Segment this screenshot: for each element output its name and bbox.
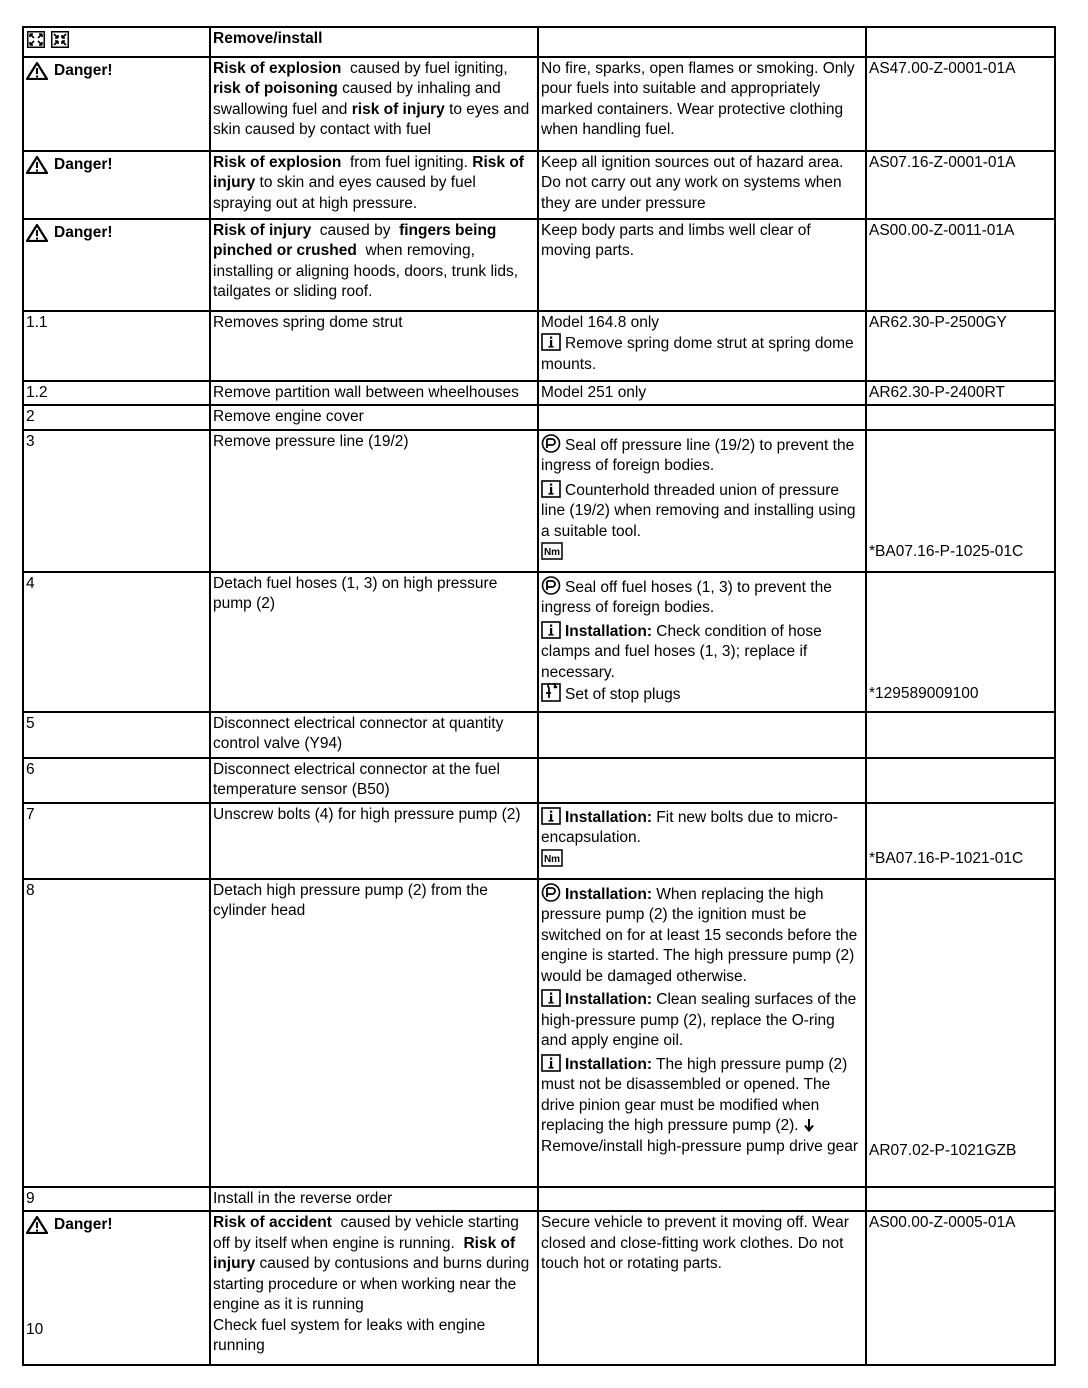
warning-triangle-icon [26, 62, 48, 80]
step-row [23, 1211, 1055, 1365]
bold-text: fingers being pinched or crushed [213, 221, 501, 259]
info-icon [541, 480, 561, 498]
collapse-icon [51, 31, 69, 48]
step-text: Remove engine cover [210, 405, 538, 430]
step-text: Unscrew bolts (4) for high pressure pump (2) [210, 803, 538, 879]
danger-label: Danger! [26, 221, 207, 244]
text: caused by contusions and burns during starting procedure or when working near the engine as it is running [213, 1255, 534, 1313]
step-number: 10 [26, 1320, 44, 1338]
info-icon [541, 1054, 561, 1072]
step-ref-link[interactable]: AR62.30-P-2400RT [866, 381, 1055, 406]
svg-text:Nm: Nm [543, 547, 561, 558]
model-note: Model 251 only [538, 381, 866, 406]
danger-description [210, 57, 538, 151]
danger-row [23, 57, 1055, 151]
text: caused by fuel igniting, [341, 59, 512, 77]
step-row [23, 572, 1055, 712]
danger-action: Secure vehicle to prevent it moving off. Wear closed and close-fitting work clothes. Do not touch hot or rotating parts. [538, 1211, 866, 1365]
header-title: Remove/install [210, 27, 538, 57]
seal-off-icon [541, 883, 561, 902]
danger-action: Keep body parts and limbs well clear of moving parts. [538, 219, 866, 311]
torque-nm-icon[interactable] [541, 849, 563, 867]
step-text: Check fuel system for leaks with engine running [213, 1316, 486, 1354]
info-icon [541, 989, 561, 1007]
step-row [23, 803, 1055, 879]
info-note: Remove spring dome strut at spring dome mounts. [541, 335, 854, 373]
step-notes: Seal off fuel hoses (1, 3) to prevent the ingress of foreign bodies. Installation: Check condition of hose clamps and fuel hoses (1, 3); replace if necessary. Set of stop plugs [538, 572, 866, 712]
step-ref-link[interactable]: *BA07.16-P-1025-01C [866, 430, 1055, 572]
info-icon [541, 621, 561, 639]
step-text: Install in the reverse order [210, 1187, 538, 1212]
step-ref-link[interactable]: AR07.02-P-1021GZB [866, 879, 1055, 1187]
step-text: Disconnect electrical connector at the fuel temperature sensor (B50) [210, 758, 538, 803]
svg-text:Nm: Nm [543, 853, 561, 865]
step-row [23, 311, 1055, 381]
step-text: Disconnect electrical connector at quantity control valve (Y94) [210, 712, 538, 758]
danger-label: Danger! [26, 1213, 207, 1236]
warning-triangle-icon [26, 1216, 48, 1234]
step-ref-link[interactable]: AR62.30-P-2500GY [866, 311, 1055, 381]
header-empty-4 [866, 27, 1055, 57]
danger-row [23, 151, 1055, 219]
header-empty-3 [538, 27, 866, 57]
step-row [23, 758, 1055, 803]
step-number: 4 [23, 572, 210, 712]
step-row [23, 712, 1055, 758]
step-row [23, 381, 1055, 406]
danger-ref-link[interactable]: AS47.00-Z-0001-01A [866, 57, 1055, 151]
step-row [23, 405, 1055, 430]
bold-text: Risk of injury [213, 1234, 520, 1272]
text: caused by inhaling and swallowing fuel and [213, 80, 506, 118]
header-row [23, 27, 1055, 57]
bold-text: risk of injury [351, 100, 445, 118]
step-number: 3 [23, 430, 210, 572]
danger-ref-link[interactable]: AS00.00-Z-0005-01A [866, 1211, 1055, 1365]
step-row [23, 879, 1055, 1187]
text: when removing, installing or aligning hoods, doors, trunk lids, tailgates or sliding roof. [213, 242, 523, 300]
step-notes [538, 311, 866, 381]
step-row [23, 430, 1055, 572]
header-icons-cell [23, 27, 210, 57]
danger-ref-link[interactable]: AS00.00-Z-0011-01A [866, 219, 1055, 311]
tool-label: Set of stop plugs [565, 686, 681, 703]
warning-triangle-icon [26, 224, 48, 242]
torque-nm-icon[interactable] [541, 542, 563, 560]
step-text: Detach fuel hoses (1, 3) on high pressure pump (2) [210, 572, 538, 712]
step-10-left [23, 1211, 210, 1365]
step-number: 9 [23, 1187, 210, 1212]
step-text: Removes spring dome strut [210, 311, 538, 381]
procedure-table [22, 26, 1056, 1366]
danger-row [23, 219, 1055, 311]
danger-description [210, 219, 538, 311]
step-notes: Installation: Fit new bolts due to micro-encapsulation. Nm [538, 803, 866, 879]
info-icon [541, 807, 561, 825]
danger-description [213, 1213, 535, 1316]
seal-off-icon [541, 434, 561, 453]
bold-text: risk of poisoning [213, 80, 338, 97]
info-icon [541, 333, 561, 351]
step-ref-link[interactable]: *BA07.16-P-1021-01C [866, 803, 1055, 879]
step-10-text [210, 1211, 538, 1365]
step-text: Remove partition wall between wheelhouses [210, 381, 538, 406]
step-text: Remove pressure line (19/2) [210, 430, 538, 572]
danger-label: Danger! [26, 153, 207, 176]
text: caused by [311, 221, 400, 239]
model-note: Model 164.8 only [541, 313, 660, 331]
seal-off-icon [541, 576, 561, 595]
danger-action: Keep all ignition sources out of hazard area. Do not carry out any work on systems when they are under pressure [538, 151, 866, 219]
step-text: Detach high pressure pump (2) from the cylinder head [210, 879, 538, 1187]
expand-icon [27, 31, 45, 48]
tool-ref-link[interactable]: *129589009100 [866, 572, 1055, 712]
step-number: 7 [23, 803, 210, 879]
text: from fuel igniting. [341, 153, 473, 171]
step-number: 2 [23, 405, 210, 430]
warning-triangle-icon [26, 156, 48, 174]
step-row [23, 1187, 1055, 1212]
bold-text: Risk of explosion [213, 59, 342, 77]
text: to skin and eyes caused by fuel spraying out at high pressure. [213, 174, 481, 212]
bold-text: Risk of accident [213, 1214, 332, 1231]
bold-text: Risk of injury [213, 221, 312, 239]
text: caused by vehicle starting off by itself when engine is running. [213, 1214, 524, 1252]
step-number: 8 [23, 879, 210, 1187]
step-number: 1.1 [23, 311, 210, 381]
step-notes: Seal off pressure line (19/2) to prevent the ingress of foreign bodies. Counterhold threaded union of pressure line (19/2) when removing and installing using a suitable tool. Nm [538, 430, 866, 572]
arrow-down-icon[interactable] [803, 1118, 815, 1132]
special-tool-icon[interactable] [541, 683, 561, 702]
step-number: 5 [23, 712, 210, 758]
danger-description [210, 151, 538, 219]
text: to eyes and skin caused by contact with fuel [213, 100, 534, 138]
danger-action: No fire, sparks, open flames or smoking. Only pour fuels into suitable and appropriately marked containers. Wear protective clothing when handling fuel. [538, 57, 866, 151]
step-notes: Installation: When replacing the high pressure pump (2) the ignition must be switched on for at least 15 seconds before the engine is started. The high pressure pump (2) would be damaged otherwise. Installation: Clean sealing surfaces of the high-pressure pump (2), replace the O-ring and apply engine oil. Installation: The high pressure pump (2) must not be disassembled or opened. The drive pinion gear must be modified when replacing the high pressure pump (2). Remove/install high-pressure pump drive gear [538, 879, 866, 1187]
danger-label: Danger! [26, 59, 207, 82]
step-number: 6 [23, 758, 210, 803]
bold-text: Risk of explosion [213, 153, 342, 171]
drive-gear-link[interactable]: Remove/install high-pressure pump drive gear [541, 1137, 859, 1155]
step-number: 1.2 [23, 381, 210, 406]
danger-ref-link[interactable]: AS07.16-Z-0001-01A [866, 151, 1055, 219]
bold-text: Risk of injury [213, 153, 529, 191]
